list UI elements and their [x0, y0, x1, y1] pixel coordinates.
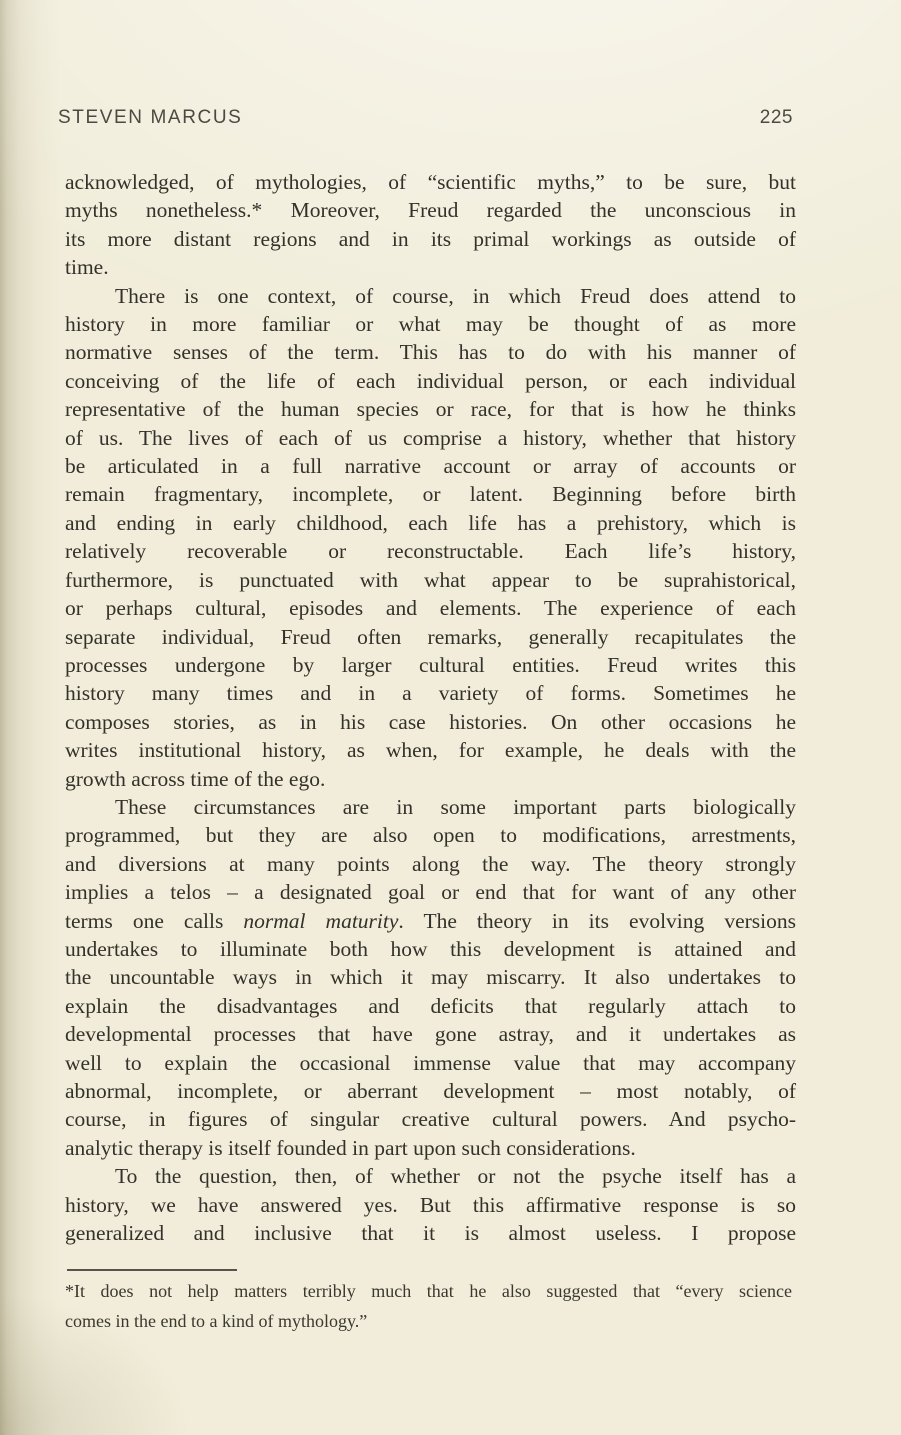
- footnote-line: comes in the end to a kind of mythology.”: [65, 1310, 368, 1331]
- text-line: and ending in early childhood, each life has a prehistory, which is: [65, 510, 796, 535]
- running-head: [58, 107, 793, 129]
- text-line: These circumstances are in some important parts biologically: [115, 794, 796, 819]
- text-line: be articulated in a full narrative account or array of accounts or: [65, 454, 796, 479]
- text-line: conceiving of the life of each individual person, or each individual: [65, 368, 796, 393]
- text-line: processes undergone by larger cultural entities. Freud writes this: [65, 652, 796, 677]
- text-line: programmed, but they are also open to modifications, arrestments,: [65, 823, 796, 848]
- text-line: relatively recoverable or reconstructable. Each life’s history,: [65, 539, 796, 564]
- text-line: of us. The lives of each of us comprise a history, whether that history: [65, 425, 796, 450]
- text-line: acknowledged, of mythologies, of “scientific myths,” to be sure, but: [65, 170, 796, 194]
- text-line: explain the disadvantages and deficits that regularly attach to: [65, 993, 796, 1018]
- text-line: To the question, then, of whether or not the psyche itself has a: [115, 1164, 796, 1189]
- text-line: course, in figures of singular creative cultural powers. And psycho-: [65, 1107, 796, 1132]
- text-line: and diversions at many points along the way. The theory strongly: [65, 851, 796, 876]
- text-line: composes stories, as in his case histories. On other occasions he: [65, 709, 796, 734]
- paragraph: [65, 793, 796, 1162]
- footnote-text: [65, 1277, 792, 1336]
- text-line: abnormal, incomplete, or aberrant development – most notably, of: [65, 1079, 796, 1103]
- text-line: generalized and inclusive that it is almost useless. I propose: [65, 1221, 796, 1246]
- text-line: There is one context, of course, in which Freud does attend to: [115, 283, 796, 308]
- text-line: representative of the human species or race, for that is how he thinks: [65, 397, 796, 422]
- text-line: separate individual, Freud often remarks, generally recapitulates the: [65, 624, 796, 649]
- text-line: terms one calls normal maturity. The theory in its evolving versions: [65, 908, 796, 933]
- footnote-line: *It does not help matters terribly much that he also suggested that “every science: [65, 1281, 792, 1301]
- text-line: history, we have answered yes. But this affirmative response is so: [65, 1192, 796, 1217]
- text-line: undertakes to illuminate both how this development is attained and: [65, 936, 796, 961]
- text-line: myths nonetheless.* Moreover, Freud regarded the unconscious in: [65, 198, 796, 223]
- text-line: developmental processes that have gone astray, and it undertakes as: [65, 1022, 796, 1047]
- text-line: analytic therapy is itself founded in part upon such considerations.: [65, 1135, 636, 1160]
- paragraph: [65, 168, 796, 282]
- text-line: time.: [65, 255, 109, 280]
- text-line: history in more familiar or what may be thought of as more: [65, 312, 796, 337]
- paragraph: [65, 1162, 796, 1247]
- footnote-rule: [67, 1269, 237, 1271]
- text-line: implies a telos – a designated goal or end that for want of any other: [65, 880, 796, 905]
- page-number: 225: [759, 107, 793, 128]
- text-line: history many times and in a variety of forms. Sometimes he: [65, 681, 796, 706]
- text-line: growth across time of the ego.: [65, 766, 326, 791]
- text-line: normative senses of the term. This has to do with his manner of: [65, 340, 796, 365]
- footnote: [65, 1269, 792, 1336]
- text-line: furthermore, is punctuated with what appear to be suprahistorical,: [65, 567, 796, 592]
- text-line: remain fragmentary, incomplete, or latent. Beginning before birth: [65, 482, 796, 507]
- text-line: its more distant regions and in its primal workings as outside of: [65, 226, 796, 251]
- text-line: well to explain the occasional immense value that may accompany: [65, 1050, 796, 1075]
- text-line: writes institutional history, as when, for example, he deals with the: [65, 738, 796, 763]
- text-line: the uncountable ways in which it may miscarry. It also undertakes to: [65, 965, 796, 990]
- body-text: [65, 168, 796, 1247]
- paragraph: [65, 282, 796, 793]
- running-head-author: STEVEN MARCUS: [58, 107, 243, 128]
- text-line: or perhaps cultural, episodes and elements. The experience of each: [65, 596, 796, 621]
